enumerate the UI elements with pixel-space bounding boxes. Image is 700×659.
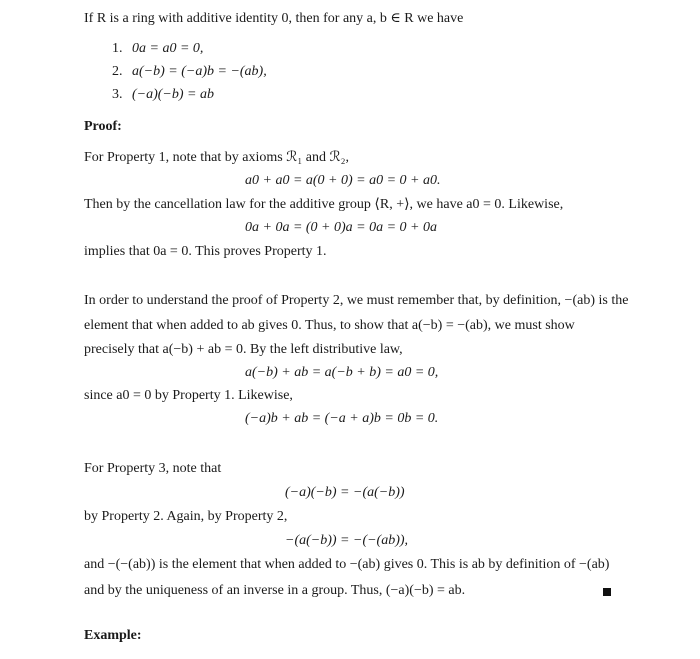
property-2-proof-text-2: element that when added to ab gives 0. Thus, to show that a(−b) = −(ab), we must show [84,318,575,333]
qed-square-icon [603,588,611,596]
property-2-proof-text-1: In order to understand the proof of Property 2, we must remember that, by definition, −(ab) is the [84,293,629,308]
property-1-proof-text-2: Then by the cancellation law for the additive group ⟨R, +⟩, we have a0 = 0. Likewise, [84,197,564,212]
property-3-proof-text-4: and by the uniqueness of an inverse in a group. Thus, (−a)(−b) = ab. [84,583,466,598]
example-heading: Example: [84,628,142,643]
theorem-statement: If R is a ring with additive identity 0, then for any a, b ∈ R we have [84,11,464,26]
property-2-expression: a(−b) = (−a)b = −(ab), [132,64,267,79]
property-1-proof-text-3: implies that 0a = 0. This proves Property 1. [84,244,327,259]
property-3-equation-1: (−a)(−b) = −(a(−b)) [285,485,405,500]
property-3-proof-text-3: and −(−(ab)) is the element that when added to −(ab) gives 0. This is ab by definition of −(ab) [84,557,610,572]
property-1-proof-text-1: For Property 1, note that by axioms ℛ₁ and ℛ₂, [84,150,350,165]
property-1-number: 1. [112,41,123,56]
property-1-equation-1: a0 + a0 = a(0 + 0) = a0 = 0 + a0. [245,173,441,188]
property-2-number: 2. [112,64,123,79]
property-3-equation-2: −(a(−b)) = −(−(ab)), [285,533,409,548]
property-3-proof-text-1: For Property 3, note that [84,461,222,476]
property-1-equation-2: 0a + 0a = (0 + 0)a = 0a = 0 + 0a [245,220,438,235]
property-2-proof-text-3: precisely that a(−b) + ab = 0. By the left distributive law, [84,342,403,357]
property-2-proof-text-4: since a0 = 0 by Property 1. Likewise, [84,388,293,403]
property-2-equation-1: a(−b) + ab = a(−b + b) = a0 = 0, [245,365,439,380]
property-3-proof-text-2: by Property 2. Again, by Property 2, [84,509,288,524]
proof-heading: Proof: [84,119,122,134]
property-1-expression: 0a = a0 = 0, [132,41,204,56]
property-3-expression: (−a)(−b) = ab [132,87,214,102]
property-2-equation-2: (−a)b + ab = (−a + a)b = 0b = 0. [245,411,439,426]
property-3-number: 3. [112,87,123,102]
